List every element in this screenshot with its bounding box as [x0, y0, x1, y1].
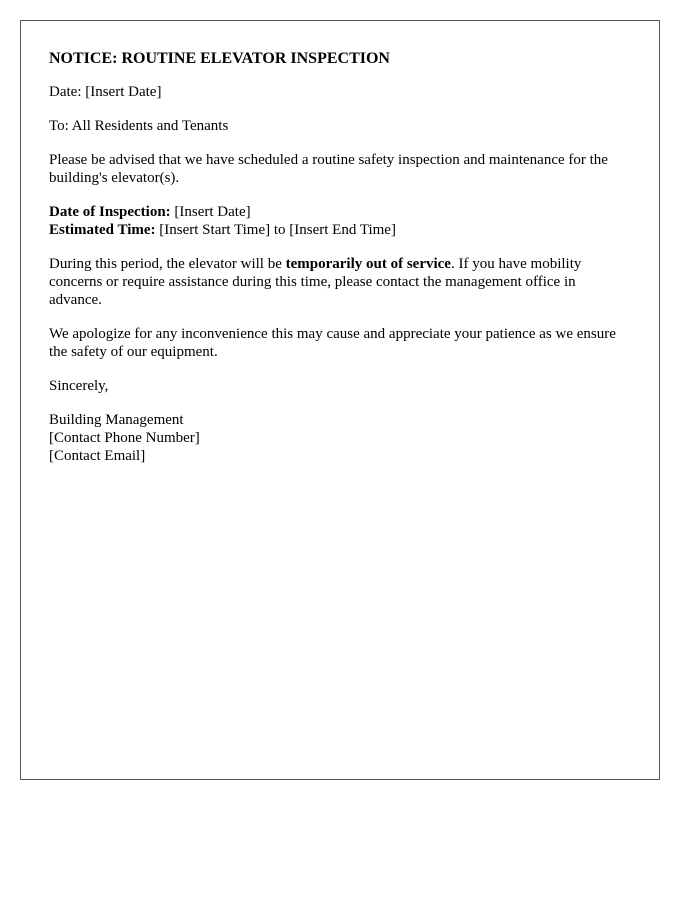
recipient-line: To: All Residents and Tenants	[49, 118, 229, 134]
service-paragraph	[49, 255, 631, 309]
closing-line: Sincerely,	[49, 378, 109, 394]
date-line: Date: [Insert Date]	[49, 84, 162, 100]
inspection-date-value: [Insert Date]	[170, 204, 251, 220]
signature-block	[49, 411, 631, 465]
signature-name: Building Management	[49, 412, 184, 428]
signature-email: [Contact Email]	[49, 448, 146, 464]
estimated-time-label: Estimated Time:	[49, 222, 156, 238]
signature-phone: [Contact Phone Number]	[49, 430, 200, 446]
service-text-bold: temporarily out of service	[285, 256, 451, 272]
inspection-date-label: Date of Inspection:	[49, 204, 171, 220]
intro-paragraph: Please be advised that we have scheduled a routine safety inspection and maintenance for the building's elevator(s).	[49, 152, 608, 186]
service-text-after: . If you have mobility concerns or require assistance during this time, please contact the management office in advance.	[49, 256, 582, 308]
service-text-before: During this period, the elevator will be	[49, 256, 286, 272]
notice-title: NOTICE: ROUTINE ELEVATOR INSPECTION	[49, 50, 390, 67]
notice-document	[20, 20, 660, 780]
schedule-block	[49, 203, 631, 239]
apology-paragraph: We apologize for any inconvenience this may cause and appreciate your patience as we ensure the safety of our equipment.	[49, 326, 616, 360]
estimated-time-value: [Insert Start Time] to [Insert End Time]	[155, 222, 396, 238]
